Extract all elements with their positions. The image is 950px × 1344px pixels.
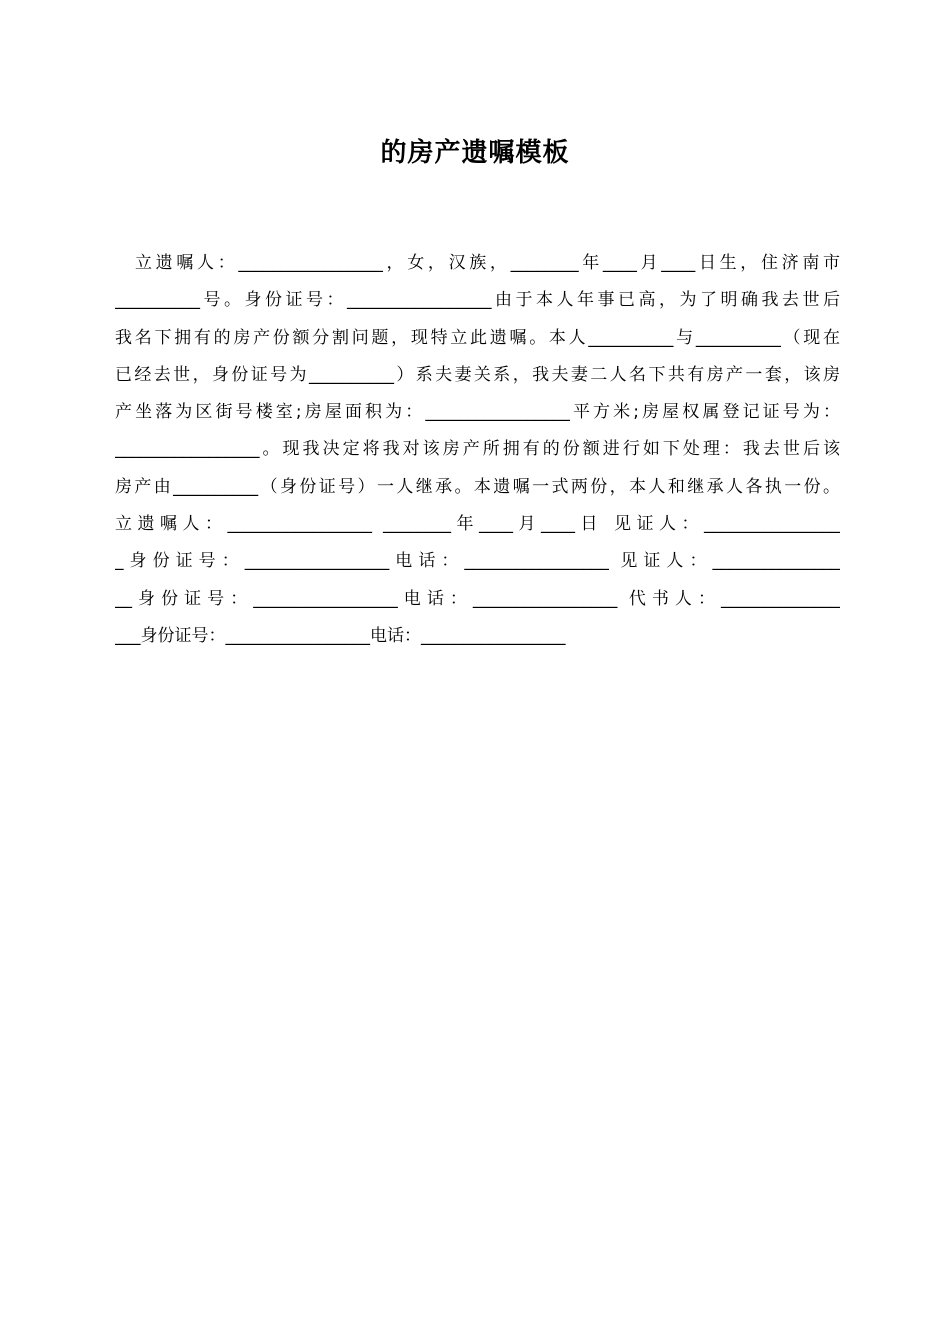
body-line: _________________。现我决定将我对该房产所拥有的份额进行如下处理：我去世后该	[115, 439, 840, 460]
body-line: 房产由__________（身份证号）一人继承。本遗嘱一式两份，本人和继承人各执一份。	[115, 476, 840, 497]
body-line: 我名下拥有的房产份额分割问题，现特立此遗嘱。本人__________与__________（现在	[115, 327, 840, 348]
document-title: 的房产遗嘱模板	[380, 138, 570, 168]
document-body	[115, 245, 840, 655]
body-line: 产坐落为区街号楼室;房屋面积为：_________________平方米;房屋权属登记证号为：	[115, 402, 840, 423]
body-line: __________号。身份证号：_________________由于本人年事已高，为了明确我去世后	[115, 290, 840, 311]
body-line: __身份证号：_________________电话：_________________ 代书人：______________	[115, 588, 840, 609]
body-line: 立遗嘱人：_________________ ________年____月____日 见证人：________________	[115, 514, 840, 535]
body-line: ___身份证号：_________________电话：_________________	[115, 625, 566, 646]
body-line: 立遗嘱人：_________________，女，汉族，________年____月____日生，住济南市	[135, 253, 840, 273]
body-line: _身份证号：_________________电话：_________________ 见证人：_______________	[115, 551, 840, 572]
body-line: 已经去世，身份证号为__________）系夫妻关系，我夫妻二人名下共有房产一套，该房	[115, 364, 840, 385]
